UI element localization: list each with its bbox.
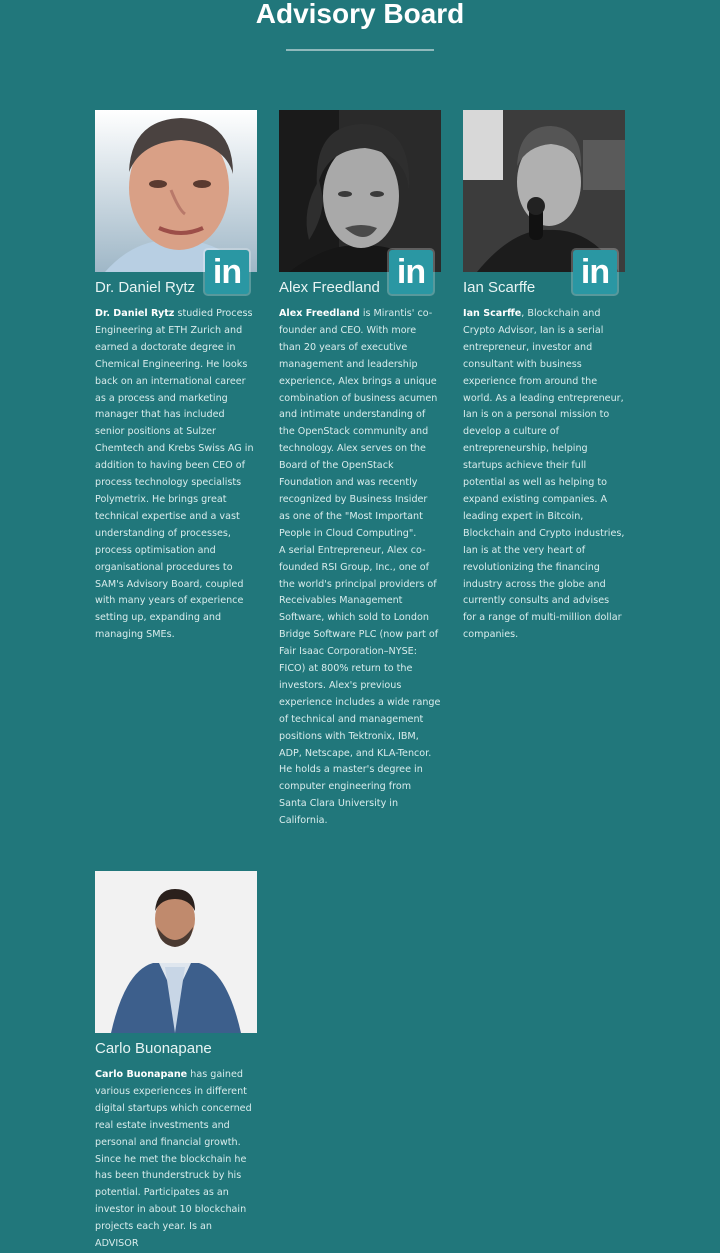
bio-lead-name: Ian Scarffe	[463, 308, 522, 319]
linkedin-button[interactable]	[389, 250, 433, 294]
member-bio	[95, 1067, 257, 1253]
portrait-image	[95, 110, 257, 272]
bio-text-continued: A serial Entrepreneur, Alex co-founded RSI Group, Inc., one of the world's principal providers of Receivables Management Software, which sold to London Bridge Software PLC (now part of Fair Isaac Corporation–NYSE: FICO) at 800% return to the investors. Alex's previous experience includes a wide range of technical and management positions with Tektronix, IBM, ADP, Netscape, and KLA-Tencor. He holds a master's degree in computer engineering from Santa Clara University in California.	[279, 544, 441, 827]
member-bio	[463, 306, 625, 644]
linkedin-button[interactable]	[573, 250, 617, 294]
member-name: Dr. Daniel Rytz	[95, 279, 196, 296]
bio-lead-name: Dr. Daniel Rytz	[95, 308, 175, 319]
bio-text: studied Process Engineering at ETH Zurich and earned a doctorate degree in Chemical Engineering. He looks back on an international career as a process and marketing manager that has included senior positions at Sulzer Chemtech and Krebs Swiss AG in addition to having been CEO of process technology specialists Polymetrix. He brings great technical expertise and a vast understanding of processes, process optimisation and organisational procedures to SAM's Advisory Board, coupled with many years of experience setting up, expanding and managing SMEs.	[95, 308, 254, 641]
section-title: Advisory Board	[255, 0, 465, 29]
bio-text: has gained various experiences in different digital startups which concerned real estate investments and personal and financial growth. Since he met the blockchain he has been thunderstruck by his potential. Participates as an investor in about 10 blockchain projects each year. Is an ADVISOR	[95, 1069, 252, 1250]
member-card-alex-freedland	[279, 110, 441, 830]
member-card-daniel-rytz	[95, 110, 257, 644]
member-card-ian-scarffe	[463, 110, 625, 644]
portrait-image	[279, 110, 441, 272]
member-card-carlo-buonapane	[95, 871, 257, 1253]
title-divider	[286, 49, 434, 51]
member-bio	[279, 306, 441, 830]
linkedin-icon: in	[580, 253, 610, 291]
member-name: Ian Scarffe	[463, 279, 536, 296]
linkedin-icon: in	[396, 253, 426, 291]
member-name: Carlo Buonapane	[95, 1040, 212, 1057]
bio-text: , Blockchain and Crypto Advisor, Ian is a serial entrepreneur, investor and consultant with business experience from around the world. As a leading entrepreneur, Ian is on a personal mission to develop a culture of entrepreneurship, helping startups achieve their full potential as well as helping to expand existing companies. A leading expert in Bitcoin, Blockchain and Crypto industries, Ian is at the very heart of revolutionizing the financing industry across the globe and currently consults and advises for a range of multi-million dollar companies.	[463, 308, 625, 641]
linkedin-button[interactable]	[205, 250, 249, 294]
bio-text: is Mirantis' co-founder and CEO. With more than 20 years of executive management and leadership experience, Alex brings a unique combination of business acumen and intimate understanding of the OpenStack community and technology. Alex serves on the Board of the OpenStack Foundation and was recently recognized by Business Insider as one of the "Most Important People in Cloud Computing".	[279, 308, 438, 539]
member-bio	[95, 306, 257, 644]
member-name: Alex Freedland	[279, 279, 380, 296]
linkedin-icon: in	[212, 253, 242, 291]
portrait-image	[463, 110, 625, 272]
bio-lead-name: Alex Freedland	[279, 308, 360, 319]
bio-lead-name: Carlo Buonapane	[95, 1069, 188, 1080]
portrait-image	[95, 871, 257, 1033]
member-photo	[95, 871, 257, 1033]
